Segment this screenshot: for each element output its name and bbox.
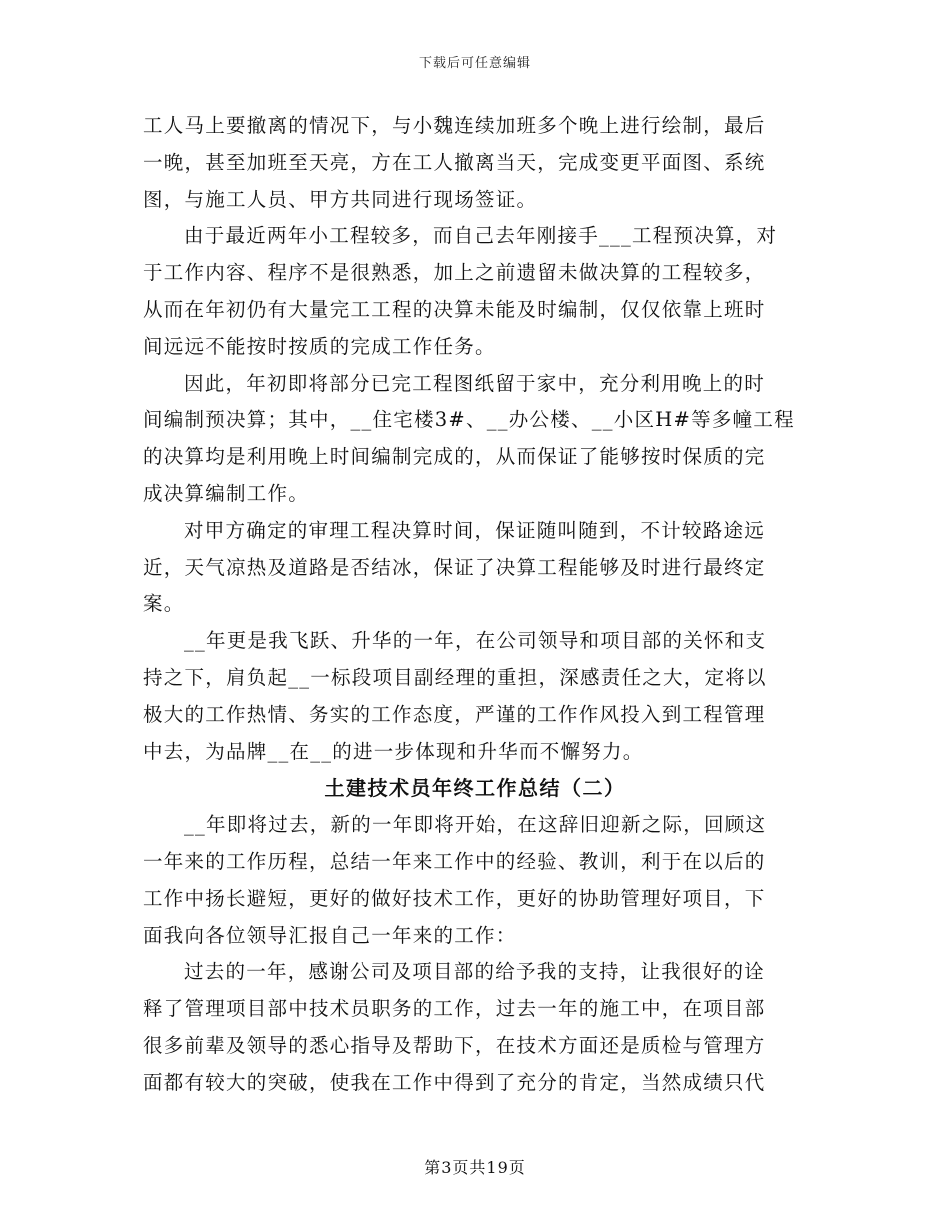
- page-number: 第3页共19页: [424, 1158, 526, 1177]
- text-line: 工人马上要撤离的情况下，与小魏连续加班多个晚上进行绘制，最后: [143, 114, 766, 137]
- text-line: 间远远不能按时按质的完成工作任务。: [143, 334, 496, 358]
- text-line: __年即将过去，新的一年即将开始，在这辞旧迎新之际，回顾这: [184, 813, 767, 837]
- paragraph: [143, 218, 807, 365]
- text-line: 因此，年初即将部分已完工程图纸留于家中，充分利用晚上的时: [184, 371, 766, 395]
- text-line: 案。: [143, 592, 185, 616]
- text-line: 持之下，肩负起__一标段项目副经理的重担，深感责任之大，定将以: [143, 665, 767, 689]
- text-line: 很多前辈及领导的悉心指导及帮助下，在技术方面还是质检与管理方: [143, 1033, 766, 1057]
- text-line: 面都有较大的突破，使我在工作中得到了充分的肯定，当然成绩只代: [143, 1070, 766, 1094]
- text-line: 于工作内容、程序不是很熟悉，加上之前遗留未做决算的工程较多，: [143, 261, 766, 285]
- text-line: 间编制预决算；其中，__住宅楼3#、__办公楼、__小区H#等多幢工程: [143, 408, 795, 432]
- page-header: 下载后可任意编辑: [418, 56, 531, 71]
- paragraph: [143, 623, 807, 770]
- section-title: 土建技术员年终工作总结（二）: [324, 776, 626, 801]
- text-line: 工作中扬长避短，更好的做好技术工作，更好的协助管理好项目，下: [143, 886, 766, 910]
- paragraph: [143, 513, 807, 623]
- text-line: 成决算编制工作。: [143, 481, 310, 505]
- text-line: 中去，为品牌__在__的进一步体现和升华而不懈努力。: [143, 739, 644, 763]
- paragraph-group-2: [143, 807, 807, 1101]
- document-body: [143, 108, 807, 1102]
- text-line: 一年来的工作历程，总结一年来工作中的经验、教训，利于在以后的: [143, 849, 766, 873]
- paragraph: [143, 807, 807, 954]
- text-line: 从而在年初仍有大量完工工程的决算未能及时编制，仅仅依靠上班时: [143, 297, 766, 321]
- paragraph: [143, 954, 807, 1101]
- text-line: 释了管理项目部中技术员职务的工作，过去一年的施工中，在项目部: [143, 997, 766, 1021]
- text-line: 一晚，甚至加班至天亮，方在工人撤离当天，完成变更平面图、系统: [143, 150, 766, 174]
- text-line: 近，天气凉热及道路是否结冰，保证了决算工程能够及时进行最终定: [143, 555, 766, 579]
- text-line: __年更是我飞跃、升华的一年，在公司领导和项目部的关怀和支: [184, 629, 767, 653]
- text-line: 图，与施工人员、甲方共同进行现场签证。: [143, 187, 538, 211]
- text-line: 由于最近两年小工程较多，而自己去年刚接手___工程预决算，对: [184, 224, 778, 248]
- text-line: 面我向各位领导汇报自己一年来的工作：: [143, 923, 517, 947]
- paragraph: [143, 108, 807, 218]
- text-line: 过去的一年，感谢公司及项目部的给予我的支持，让我很好的诠: [184, 960, 766, 984]
- paragraph-group-1: [143, 108, 807, 770]
- text-line: 极大的工作热情、务实的工作态度，严谨的工作作风投入到工程管理: [143, 702, 766, 726]
- paragraph: [143, 366, 807, 513]
- text-line: 的决算均是利用晚上时间编制完成的，从而保证了能够按时保质的完: [143, 445, 766, 469]
- text-line: 对甲方确定的审理工程决算时间，保证随叫随到，不计较路途远: [184, 518, 766, 542]
